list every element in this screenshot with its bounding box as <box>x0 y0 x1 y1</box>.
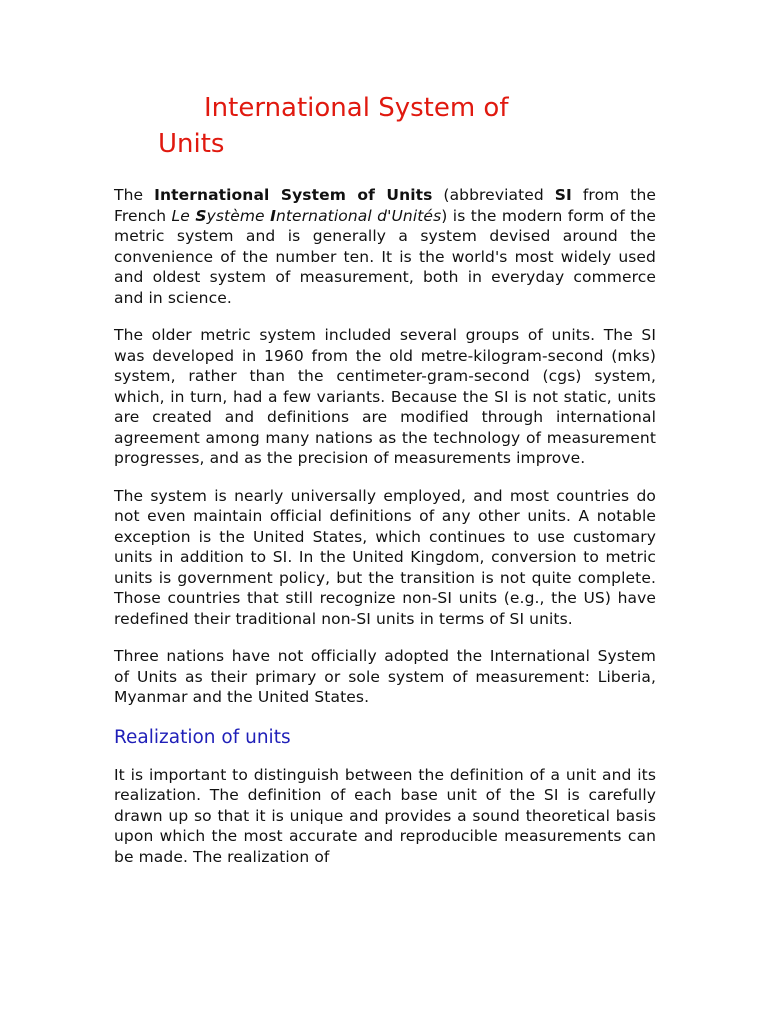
p1-text-1: The <box>114 186 155 204</box>
page-title <box>114 90 656 162</box>
title-line-2: Units <box>158 129 225 159</box>
paragraph-realization: It is important to distinguish between the definition of a unit and its realization. The definition of each base unit of the SI is carefully drawn up so that it is unique and provides a sound theoretical basis upon which the most accurate and reproducible measurements can be made. The realization of <box>114 765 656 866</box>
p1-italic-2: ystème <box>206 206 271 225</box>
section-heading-realization: Realization of units <box>114 726 291 748</box>
p1-text-3: from the French <box>114 186 657 225</box>
paragraph-adoption: The system is nearly universally employed, and most countries do not even maintain official definitions of any other units. A notable exception is the United States, which continues to use customary units in addition to SI. In the United Kingdom, conversion to metric units is government policy, but the transition is not quite complete. Those countries that still recognize non-SI units (e.g., the US) have redefined their traditional non-SI units in terms of SI units. <box>114 486 656 628</box>
p1-bold-abbrev: SI <box>554 186 572 204</box>
paragraph-nations: Three nations have not officially adopted the International System of Units as their primary or sole system of measurement: Liberia, Myanmar and the United States. <box>114 647 656 706</box>
paragraph-history: The older metric system included several groups of units. The SI was developed in 1960 from the old metre-kilogram-second (mks) system, rather than the centimeter-gram-second (cgs) system, which, in turn, had a few variants. Because the SI is not static, units are created and definitions are modified through international agreement among many nations as the technology of measurement progresses, and as the precision of measurements improve. <box>114 326 656 467</box>
p1-bold-term: International System of Units <box>154 186 433 204</box>
p1-text-4: ) is the modern form of the metric system and is generally a system devised around the convenience of the number ten. It is the world's most widely used and oldest system of measurement, both in everyday commerce and in science. <box>114 206 657 307</box>
paragraph-intro <box>114 185 656 308</box>
p1-italic-bold-i: I <box>270 206 276 225</box>
p1-italic-3: nternational d'Unités <box>275 206 442 225</box>
title-line-1: International System of <box>204 93 509 123</box>
p1-italic-1: Le <box>171 206 196 225</box>
p1-text-2: (abbreviated <box>432 186 555 204</box>
p1-italic-bold-s: S <box>195 206 207 225</box>
